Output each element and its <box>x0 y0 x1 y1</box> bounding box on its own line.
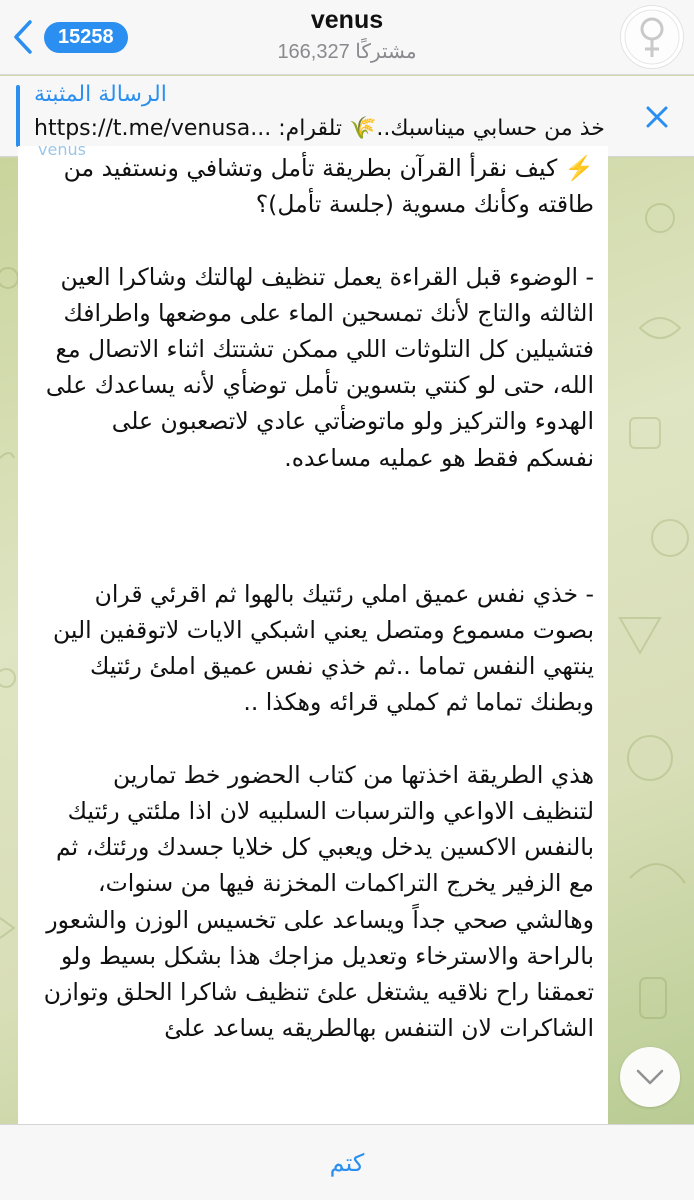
message-paragraph: - الوضوء قبل القراءة يعمل تنظيف لهالتك وشاكرا العين الثالثه والتاج لأنك تمسحين الماء على موضعها واطرافك فتشيلين كل التلوثات اللي ممكن تشتتك اثناء الاتصال مع الله، حتى لو كنتي بتسوين تأمل توضأي لأنه يساعدك على الهدوء والتركيز ولو ماتوضأتي عادي لاتصعبون على نفسكم فقط هو عمليه مساعده. <box>45 262 594 472</box>
message-bubble[interactable] <box>18 140 608 1146</box>
message-paragraph: ⚡️ كيف نقرأ القرآن بطريقة تأمل وتشافي ونستفيد من طاقته وكأنك مسوية (جلسة تأمل)؟ <box>63 154 594 219</box>
channel-title: venus <box>310 6 384 34</box>
channel-title-block[interactable] <box>0 6 694 64</box>
message-paragraph: هذي الطريقة اخذتها من كتاب الحضور خط تمارين لتنظيف الاواعي والترسبات السلبيه لان اذا ملئتي رئتيك بالنفس الاكسين يدخل ويعبي كل خلايا جسدك ورئتك، ثم مع الزفير يخرج التراكمات المخزنة فيها من سنوات، وهالشي صحي جداً ويساعد على تخسيس الوزن والشعور بالراحة والاسترخاء وتعديل مزاجك هذا بشكل بسيط ولو تعمقنا راح نلاقيه يشتغل علئ تنظيف شاكرا الحلق وتوازن الشاكرات لان التنفس بهالطريقه يساعد علئ <box>43 760 594 1043</box>
channel-avatar[interactable] <box>620 5 684 69</box>
sender-name: venus <box>38 140 86 159</box>
venus-symbol-icon <box>624 9 680 65</box>
pinned-text: خذ من حسابي ميناسبك..🌾 تلقرام: ...https://t.me/venusa <box>34 116 605 141</box>
chevron-down-icon <box>635 1068 665 1086</box>
bottom-bar <box>0 1124 694 1200</box>
scroll-down-button[interactable] <box>620 1047 680 1107</box>
message-paragraph: - خذي نفس عميق املي رئتيك بالهوا ثم اقرئي قران بصوت مسموع ومتصل يعني اشبكي الايات لاتوقفين الين ينتهي النفس تماما ..ثم خذي نفس عميق املئ رئتيك وبطنك تماما ثم كملي قرائه وهكذا .. <box>52 579 594 717</box>
chat-header <box>0 0 694 75</box>
pinned-message-bar[interactable] <box>0 76 694 157</box>
pinned-indicator <box>16 85 20 147</box>
chat-area[interactable] <box>0 140 694 1124</box>
pinned-label: الرسالة المثبتة <box>34 82 167 107</box>
mute-button[interactable]: كتم <box>329 1148 365 1177</box>
close-icon[interactable] <box>640 100 674 134</box>
subscriber-count: 166,327 مشتركًا <box>277 41 417 63</box>
message-text <box>38 150 594 1083</box>
unread-count-badge: 15258 <box>44 22 128 53</box>
